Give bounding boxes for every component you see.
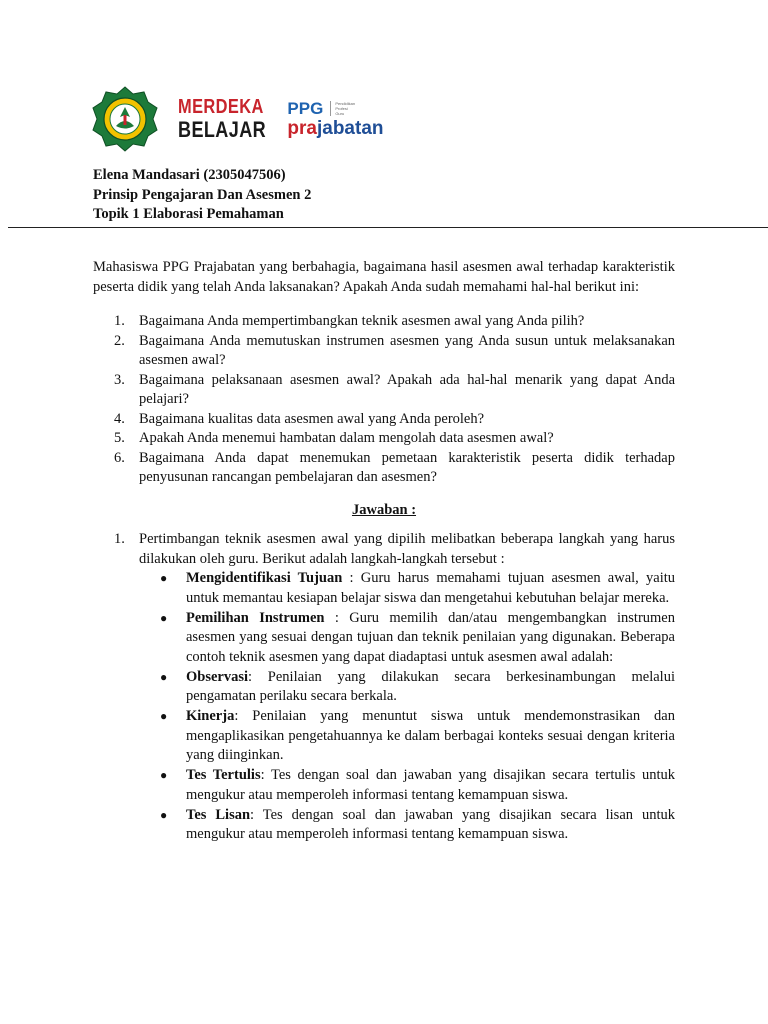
- ppg-small-caption: Pendidikan Profesi Guru: [330, 101, 355, 116]
- document-header: [93, 166, 311, 225]
- ppg-prajabatan-logo: [287, 100, 383, 138]
- question-list: [93, 312, 675, 488]
- document-body: [93, 258, 675, 845]
- course-line: Prinsip Pengajaran Dan Asesmen 2: [93, 186, 312, 203]
- list-item: 3. Bagaimana pelaksanaan asesmen awal? Apakah ada hal-hal menarik yang dapat Anda pelajari?: [114, 371, 675, 407]
- ppg-text: PPG: [287, 99, 324, 118]
- bullet-icon: ●: [160, 807, 168, 822]
- list-item: 4. Bagaimana kualitas data asesmen awal yang Anda peroleh?: [114, 410, 485, 427]
- belajar-text: BELAJAR: [178, 117, 267, 142]
- list-item: ● Mengidentifikasi Tujuan : Guru harus memahami tujuan asesmen awal, yaitu untuk memantau kesiapan belajar siswa dan mengetahui kebutuhan belajar mereka.: [160, 570, 676, 606]
- merdeka-belajar-logo: [178, 97, 285, 141]
- answer-item: 1. Pertimbangan teknik asesmen awal yang dipilih melibatkan beberapa langkah yang harus dilakukan oleh guru. Berikut adalah langkah-langkah tersebut : ● Mengidentifikasi Tujuan : Guru harus memahami tujuan asesmen awal, yaitu untuk memantau kesiapan belajar siswa dan mengetahui kebutuhan belajar mereka. ● Pemilihan Instrumen : Guru memilih dan/atau mengembangkan instrumen asesmen yang sesuai dengan tujuan dan teknik penilaian yang digunakan. Beberapa contoh teknik asesmen yang dapat diadaptasi untuk asesmen awal adalah: ● Observasi: Penilaian yang dilakukan secara berkesinambungan melalui pengamatan perilaku secara berkala. ● Kinerja: Penilaian yang menuntut siswa untuk mendemonstrasikan dan mengaplikasikan pengetahuannya ke dalam berbagai konteks sesuai dengan kriteria yang diinginkan. ● Tes Tertulis: Tes dengan soal dan jawaban yang disajikan secara tertulis untuk mengukur atau memperoleh informasi tentang kemampuan siswa. ● Tes Lisan: Tes dengan soal dan jawaban yang disajikan secara lisan untuk mengukur atau memperoleh informasi tentang kemampuan siswa.: [93, 530, 675, 845]
- list-item: 2. Bagaimana Anda memutuskan instrumen asesmen yang Anda susun untuk melaksanakan asesmen awal?: [114, 332, 675, 368]
- bullet-icon: ●: [160, 610, 168, 625]
- pra-text: pra: [287, 118, 317, 139]
- bullet-icon: ●: [160, 768, 168, 782]
- answer-text: Pertimbangan teknik asesmen awal yang dipilih melibatkan beberapa langkah yang harus dilakukan oleh guru. Berikut adalah langkah-langkah tersebut :: [139, 531, 675, 567]
- list-item: 1. Bagaimana Anda mempertimbangkan teknik asesmen awal yang Anda pilih?: [114, 313, 585, 329]
- list-item: ● Pemilihan Instrumen : Guru memilih dan/atau mengembangkan instrumen asesmen yang sesuai dengan tujuan dan teknik penilaian yang digunakan. Beberapa contoh teknik asesmen yang dapat diadaptasi untuk asesmen awal adalah:: [160, 609, 675, 665]
- list-item: ● Tes Tertulis: Tes dengan soal dan jawaban yang disajikan secara tertulis untuk mengukur atau memperoleh informasi tentang kemampuan siswa.: [160, 767, 675, 803]
- bullet-icon: ●: [160, 709, 168, 723]
- list-item: 5. Apakah Anda menemui hambatan dalam mengolah data asesmen awal?: [114, 430, 554, 446]
- jabatan-text: jabatan: [316, 118, 384, 139]
- list-item: ● Kinerja: Penilaian yang menuntut siswa untuk mendemonstrasikan dan mengaplikasikan pengetahuannya ke dalam berbagai konteks sesuai dengan kriteria yang diinginkan.: [160, 708, 675, 763]
- merdeka-text: MERDEKA: [178, 96, 264, 118]
- list-item: ● Tes Lisan: Tes dengan soal dan jawaban yang disajikan secara lisan untuk mengukur atau memperoleh informasi tentang kemampuan siswa.: [160, 806, 676, 842]
- answer-title: Jawaban :: [351, 501, 417, 518]
- bullet-icon: ●: [160, 571, 168, 585]
- list-item: 6. Bagaimana Anda dapat menemukan pemetaan karakteristik peserta didik terhadap penyusunan rancangan pembelajaran dan asesmen?: [114, 449, 675, 485]
- university-seal-icon: [92, 86, 158, 152]
- intro-paragraph: Mahasiswa PPG Prajabatan yang berbahagia, bagaimana hasil asesmen awal terhadap karakteristik peserta didik yang telah Anda laksanakan? Apakah Anda sudah memahami hal-hal berikut ini:: [93, 259, 675, 295]
- bullet-icon: ●: [160, 669, 168, 684]
- header-logos: [92, 86, 384, 152]
- topic-line: Topik 1 Elaborasi Pemahaman: [93, 206, 284, 222]
- answer-bullet-list: [139, 569, 675, 845]
- author-line: Elena Mandasari (2305047506): [93, 167, 286, 183]
- header-divider: [8, 227, 768, 228]
- list-item: ● Observasi: Penilaian yang dilakukan secara berkesinambungan melalui pengamatan perilaku secara berkala.: [160, 668, 675, 704]
